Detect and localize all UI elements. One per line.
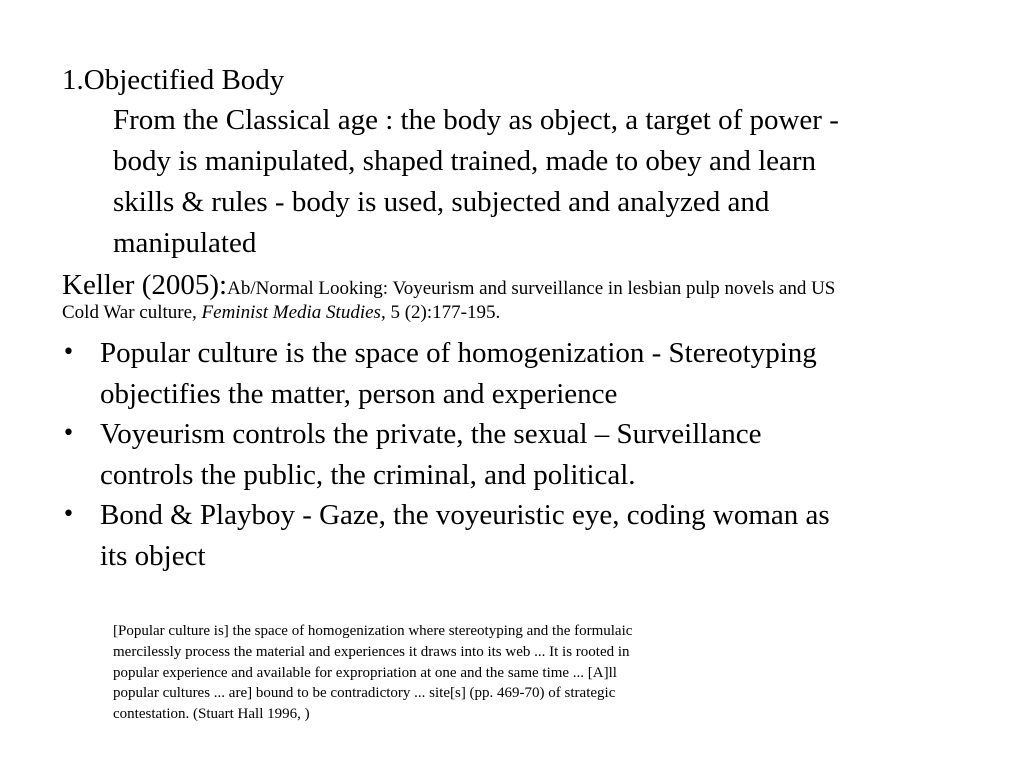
quote-line: popular cultures ... are] bound to be contradictory ... site[s] (pp. 469-70) of strategic [113, 685, 616, 702]
reference-suffix: , 5 (2):177-195. [380, 302, 501, 323]
bullet-item [62, 414, 1002, 495]
bullet-icon: • [62, 340, 75, 365]
reference-line-1 [62, 266, 1002, 304]
reference-author: Keller (2005): [62, 269, 228, 301]
reference-journal: Feminist Media Studies [201, 302, 381, 323]
reference-title: Ab/Normal Looking: Voyeurism and surveillance in lesbian pulp novels and US [227, 278, 836, 299]
quote-line: popular experience and available for expropriation at one and the same time ... [A]ll [113, 664, 617, 681]
quote-line: contestation. (Stuart Hall 1996, ) [113, 706, 310, 723]
intro-line: From the Classical age : the body as object, a target of power - [113, 104, 839, 136]
bullet-icon: • [62, 502, 75, 527]
bullet-line: Bond & Playboy - Gaze, the voyeuristic eye, coding woman as [100, 499, 830, 531]
quote-line: mercilessly process the material and experiences it draws into its web ... It is rooted in [113, 643, 630, 660]
reference-prefix: Cold War culture, [62, 302, 202, 323]
bullet-list [62, 333, 1002, 576]
intro-line: body is manipulated, shaped trained, made to obey and learn [113, 145, 817, 177]
bullet-line: Popular culture is the space of homogenization - Stereotyping [100, 337, 817, 369]
intro-line: skills & rules - body is used, subjected and analyzed and [113, 186, 770, 218]
bullet-item [62, 333, 1002, 414]
reference-citation [62, 266, 1002, 326]
bullet-line: Voyeurism controls the private, the sexual – Surveillance [100, 418, 762, 450]
intro-line: manipulated [113, 227, 257, 259]
quote-line: [Popular culture is] the space of homogenization where stereotyping and the formulaic [113, 623, 633, 639]
quote-block [113, 621, 733, 725]
bullet-line: controls the public, the criminal, and political. [100, 458, 636, 491]
bullet-icon: • [62, 421, 75, 446]
bullet-line: its object [100, 539, 206, 572]
intro-paragraph [113, 100, 1003, 264]
bullet-line: objectifies the matter, person and experience [100, 377, 618, 410]
slide-heading: 1.Objectified Body [62, 64, 285, 96]
bullet-item [62, 495, 1002, 576]
